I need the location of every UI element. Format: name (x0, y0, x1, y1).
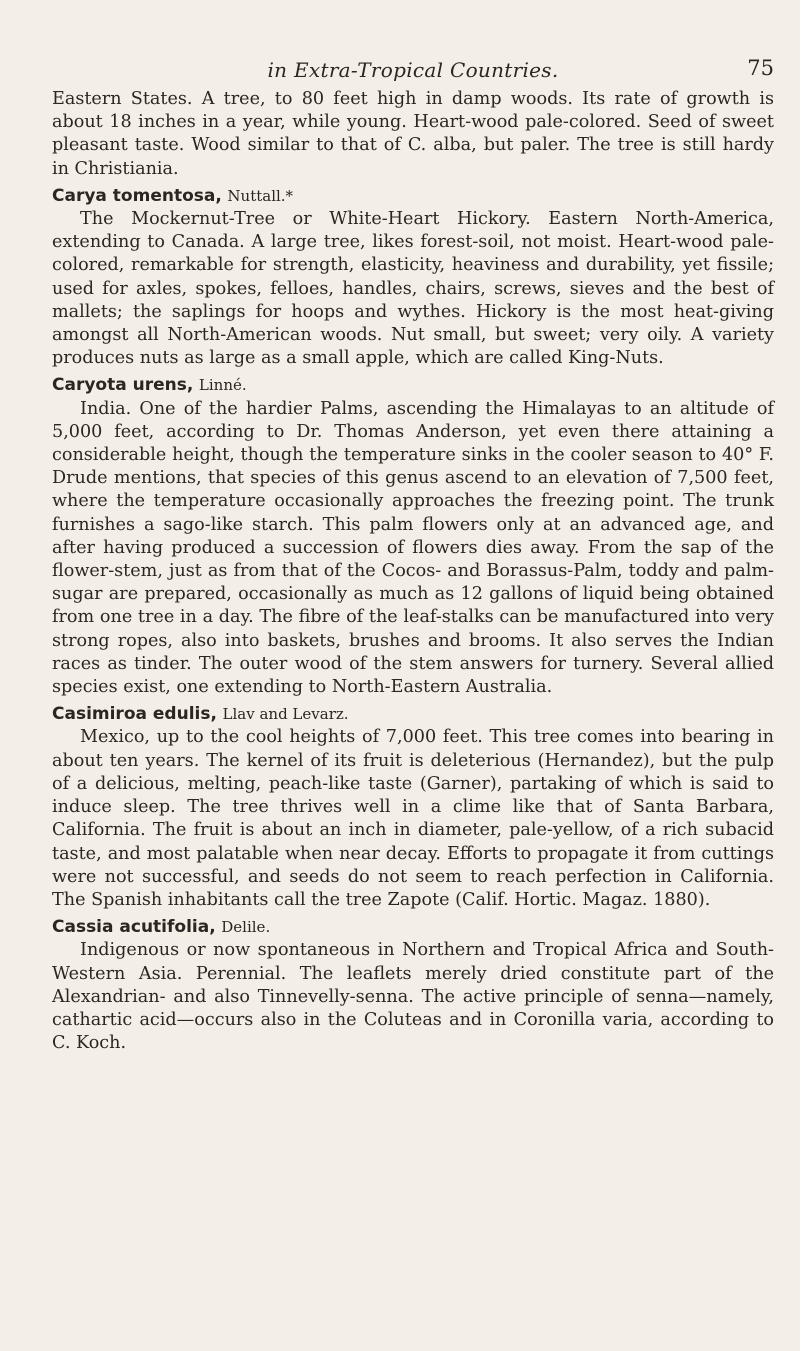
species-author: Delile. (221, 918, 271, 937)
entry-description: Indigenous or now spontaneous in Northern and Tropical Africa and South-Western Asia. Perennial. The leaflets merely dried constitute part of the Alexandrian- and also Tinnevelly-senna. The active principle of senna—namely, cathartic acid—occurs also in the Coluteas and in Coronilla varia, according to C. Koch. (52, 940, 774, 1054)
entry-description: Mexico, up to the cool heights of 7,000 feet. This tree comes into bearing in about ten years. The kernel of its fruit is deleterious (Hernandez), but the pulp of a delicious, melting, peach-like taste (Garner), partaking of which is said to induce sleep. The tree thrives well in a clime like that of Santa Barbara, California. The fruit is about an inch in diameter, pale-yellow, of a rich subacid taste, and most palatable when near decay. Efforts to propagate it from cuttings were not successful, and seeds do not seem to reach perfection in California. The Spanish inhabitants call the tree Zapote (Calif. Hortic. Magaz. 1880). (52, 727, 774, 910)
entry-description: India. One of the hardier Palms, ascending the Himalayas to an altitude of 5,000 feet, according to Dr. Thomas Anderson, yet even there attaining a considerable height, though the temperature sinks in the cooler season to 40° F. Drude mentions, that species of this genus ascend to an elevation of 7,500 feet, where the temperature occasionally approaches the freezing point. The trunk furnishes a sago-like starch. This palm flowers only at an advanced age, and after having produced a succession of flowers dies away. From the sap of the flower-stem, just as from that of the Cocos- and Borassus-Palm, toddy and palm-sugar are prepared, occasionally as much as 12 gallons of liquid being obtained from one tree in a day. The fibre of the leaf-stalks can be manufactured into very strong ropes, also into baskets, brushes and brooms. It also serves the Indian races as tinder. The outer wood of the stem answers for turnery. Several allied species exist, one extending to North-Eastern Australia. (52, 398, 774, 698)
species-name: Cassia acutifolia, (52, 917, 216, 938)
species-name: Caryota urens, (52, 375, 194, 396)
species-author: Llav and Levarz. (222, 705, 349, 724)
species-author: Nuttall.* (227, 186, 294, 205)
species-name: Casimiroa edulis, (52, 704, 217, 725)
page-header (52, 0, 774, 88)
entry-heading (52, 185, 774, 208)
entry-heading (52, 916, 774, 939)
species-author: Linné. (198, 376, 247, 395)
entry-heading (52, 703, 774, 726)
entry-carya-tomentosa (52, 185, 774, 371)
entry-description: The Mockernut-Tree or White-Heart Hickory. Eastern North-America, extending to Canada. A large tree, likes forest-soil, not moist. Heart-wood pale-colored, remarkable for strength, elasticity, heaviness and durability, yet fissile; used for axles, spokes, felloes, handles, chairs, screws, sieves and the best of mallets; the saplings for hoops and wythes. Hickory is the most heat-giving amongst all North-American woods. Nut small, but sweet; very oily. A variety produces nuts as large as a small apple, which are called King-Nuts. (52, 209, 774, 369)
entry-caryota-urens (52, 374, 774, 699)
entry-cassia-acutifolia (52, 916, 774, 1055)
running-title: in Extra-Tropical Countries. (267, 58, 559, 82)
entry-casimiroa-edulis (52, 703, 774, 912)
page-body (52, 88, 774, 1055)
page-number: 75 (747, 56, 774, 80)
species-name: Carya tomentosa, (52, 185, 222, 206)
entry-heading (52, 374, 774, 397)
intro-paragraph: Eastern States. A tree, to 80 feet high in damp woods. Its rate of growth is about 18 inches in a year, while young. Heart-wood pale-colored. Seed of sweet pleasant taste. Wood similar to that of C. alba, but paler. The tree is still hardy in Christiania. (52, 89, 774, 179)
